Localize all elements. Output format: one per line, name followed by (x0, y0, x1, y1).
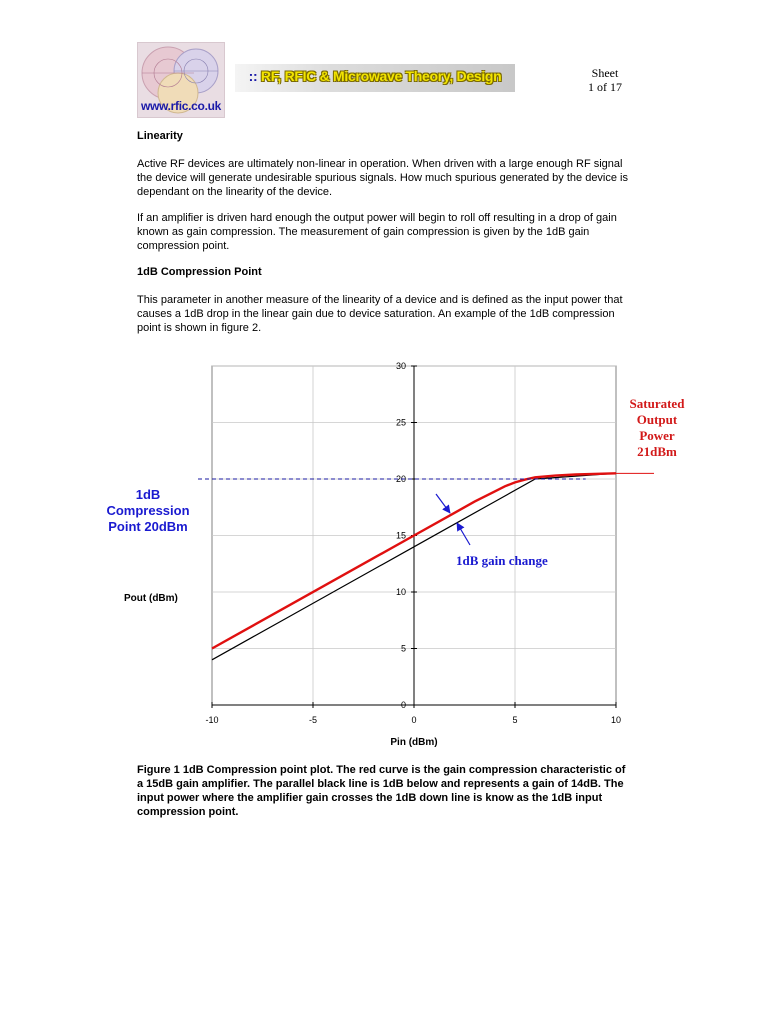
sheet-of: 1 of 17 (588, 80, 622, 94)
linearity-heading: Linearity (137, 130, 183, 142)
sheet-number (580, 66, 630, 94)
x-tick-label: 5 (512, 715, 518, 725)
compression-point-annotation: 1dB Compression Point 20dBm (106, 487, 190, 534)
y-tick-label: 25 (395, 417, 406, 428)
y-tick-label: 10 (395, 587, 406, 597)
y-tick-label: 20 (395, 474, 406, 484)
x-tick-label: -10 (205, 715, 219, 725)
sheet-label: Sheet (591, 66, 619, 80)
header-banner (235, 64, 515, 92)
y-tick-label: 30 (395, 361, 406, 371)
rfic-logo (137, 42, 225, 118)
figure-caption: Figure 1 1dB Compression point plot. The red curve is the gain compression characteristic of a 15dB gain amplifier. The parallel black line is 1dB below and represents a gain of 14dB. The input power where the amplifier gain crosses the 1dB down line is know as the 1dB input compression point. (137, 764, 626, 818)
logo-url: www.rfic.co.uk (140, 99, 222, 113)
banner-title: RF, RFIC & Microwave Theory, Design (260, 68, 502, 84)
saturated-power-annotation: Saturated Output Power 21dBm (629, 396, 685, 459)
x-tick-label: 0 (411, 715, 417, 725)
banner-title-wrap (235, 68, 515, 84)
x-tick-label: 10 (610, 715, 622, 725)
y-tick-label: 0 (400, 700, 406, 710)
y-axis-label: Pout (dBm) (124, 593, 178, 604)
y-tick-label: 15 (395, 530, 406, 541)
x-axis-label: Pin (dBm) (390, 737, 438, 748)
linearity-paragraph-2: If an amplifier is driven hard enough the output power will begin to roll off resulting in a drop of gain known as gain compression. The measurement of gain compression is given by the 1dB gain compression point. (137, 212, 617, 252)
y-tick-label: 5 (400, 643, 406, 654)
compression-paragraph: This parameter in another measure of the linearity of a device and is defined as the input power that causes a 1dB drop in the linear gain due to device saturation. An example of the 1dB compression point is shown in figure 2. (137, 294, 623, 334)
linearity-paragraph-1: Active RF devices are ultimately non-linear in operation. When driven with a large enough RF signal the device will generate undesirable spurious signals. How much spurious generated by the device is dependant on the linearity of the device. (137, 158, 628, 198)
banner-prefix: :: (248, 68, 258, 84)
x-tick-label: -5 (308, 715, 318, 725)
compression-heading: 1dB Compression Point (137, 266, 262, 278)
gain-change-annotation: 1dB gain change (456, 553, 548, 568)
